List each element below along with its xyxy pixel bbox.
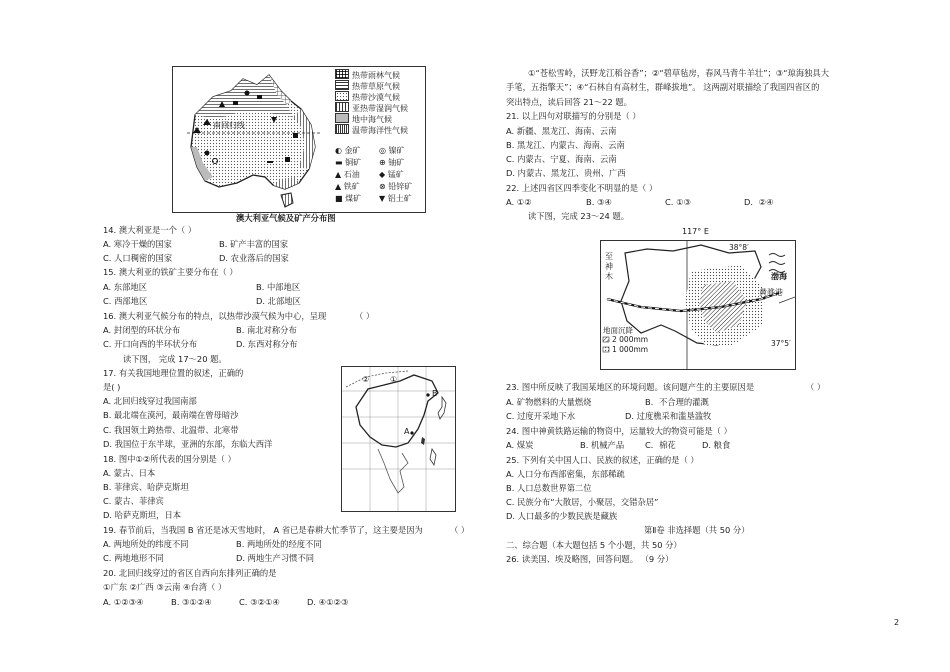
china-map-figure	[341, 366, 456, 512]
page-number: 2	[894, 618, 900, 627]
legend-desert: 热带沙漠气候	[335, 91, 400, 103]
q17-stem-2: 是( )	[103, 382, 121, 392]
q14-option-a[interactable]: A. 寒冷干燥的国家	[103, 239, 172, 249]
china-map	[342, 367, 455, 511]
lat-top-label: 38°8′	[729, 243, 749, 252]
q21-option-a[interactable]: A. 新疆、黑龙江、海南、云南	[506, 126, 617, 136]
dots-pattern-icon	[335, 91, 349, 101]
q21-option-c[interactable]: C. 内蒙古、宁夏、海南、云南	[506, 154, 617, 164]
q24-option-a[interactable]: A. 煤炭	[506, 440, 534, 450]
q20-option-a[interactable]: A. ①②③④	[103, 597, 144, 607]
q26-stem: 26. 读美国、埃及略图，回答问题。 （9 分）	[506, 554, 674, 564]
label-b: B	[432, 389, 438, 398]
q23-paren: （ ）	[806, 382, 826, 392]
uranium-icon: ⊕	[379, 158, 386, 167]
q14-option-c[interactable]: C. 人口稠密的国家	[103, 253, 173, 263]
manganese-icon: ◆	[379, 170, 386, 179]
q18-option-c[interactable]: C. 蒙古、菲律宾	[103, 496, 164, 506]
point-a	[410, 431, 413, 434]
place-shenmu-2: 神	[605, 262, 613, 271]
q25-stem: 25. 下列有关中国人口、民族的叙述，正确的是（ ）	[506, 455, 699, 465]
q22-stem: 22. 上述四省区四季变化不明显的是（ ）	[506, 183, 658, 193]
hatch-pattern-icon	[335, 80, 349, 90]
intro-21-line2: 手笔，五指擎天”；④“石林自有高材生，群峰拔地”。 这两副对联描绘了我国四省区的	[506, 82, 820, 92]
q25-option-a[interactable]: A. 人口分布西部密集，东部稀疏	[506, 469, 625, 479]
q17-option-d[interactable]: D. 我国位于东半球，亚洲的东部，东临大西洋	[103, 439, 273, 449]
q16-option-d[interactable]: D. 东西对称分布	[236, 339, 298, 349]
subsidence-map-frame	[600, 240, 796, 370]
legend-rainforest: 热带雨林气候	[335, 69, 400, 81]
legend-coal: ■ 煤矿	[335, 194, 362, 203]
bauxite-icon	[257, 95, 262, 99]
q22-option-a[interactable]: A. ①②	[506, 197, 532, 207]
australia-map-figure	[172, 66, 426, 213]
q17-option-c[interactable]: C. 我国领土跨热带、北温带、北寒带	[103, 425, 239, 435]
legend-mediterranean: 地中海气候	[335, 113, 392, 125]
q20-stem: 20. 北回归线穿过的省区自西向东排列正确的是	[103, 568, 277, 578]
coal-icon	[285, 157, 290, 162]
q19-option-c[interactable]: C. 两地地形不同	[103, 553, 164, 563]
label-a: A	[404, 427, 410, 436]
gold-icon: ◐	[335, 146, 342, 155]
q14-option-b[interactable]: B. 矿产丰富的国家	[219, 239, 289, 249]
legend-savanna: 热带草原气候	[335, 80, 400, 92]
australia-map	[173, 67, 333, 212]
q25-option-c[interactable]: C. 民族分布“大散居，小聚居，交错杂居”	[506, 497, 659, 507]
q18-stem: 18. 图中①②所代表的国分别是（ ）	[103, 454, 236, 464]
q15-stem: 15. 澳大利亚的铁矿主要分布在（ ）	[103, 267, 238, 277]
intro-23-24: 读下图，完成 23～24 题。	[528, 211, 630, 221]
oil-icon: ▲	[335, 170, 342, 179]
q19-option-b[interactable]: B. 两地所处的经度不同	[236, 539, 322, 549]
q21-option-b[interactable]: B. 黑龙江、内蒙古、海南、云南	[506, 140, 625, 150]
legend-oil: ▲ 石油	[335, 170, 360, 179]
q23-stem: 23. 图中所反映了我国某地区的环境问题。该问题产生的主要原因是	[506, 382, 755, 392]
q17-option-a[interactable]: A. 北回归线穿过我国南部	[103, 396, 197, 406]
legend-copper: ▬ 铜矿	[335, 158, 362, 167]
bohai-label: 渤海	[771, 272, 787, 281]
q25-option-b[interactable]: B. 人口总数世界第二位	[506, 483, 592, 493]
place-shenmu-3: 木	[605, 272, 613, 281]
japan	[438, 397, 446, 419]
q17-option-b[interactable]: B. 最北端在漠河，最南端在曾母暗沙	[103, 410, 239, 420]
china-outline	[356, 375, 438, 447]
q23-option-c[interactable]: C. 过度开采地下水	[506, 411, 576, 421]
philippines	[430, 449, 436, 465]
q17-stem: 17. 有关我国地理位置的叙述，正确的	[103, 368, 244, 378]
q25-option-d[interactable]: D. 人口最多的少数民族是藏族	[506, 511, 618, 521]
label-1: ①	[390, 375, 398, 384]
stripe-pattern-icon	[335, 124, 349, 134]
legend-nickel: ◎ 镍矿	[379, 146, 405, 155]
section-2-heading: 二、综合题（本大题包括 5 个小题，共 50 分）	[506, 540, 682, 550]
legend-iron: ▲ 铁矿	[335, 182, 360, 191]
intro-21-line1: ①“苍松雪岭，沃野龙江稻谷香”；②“碧草毡房，春风马背牛羊壮”；③“琼海独具大	[528, 68, 830, 78]
intro-17-20: 读下图， 完成 17～20 题。	[123, 354, 227, 364]
gold-icon	[205, 151, 210, 156]
legend-bauxite: ▼ 铝土矿	[379, 194, 412, 203]
q19-stem: 19. 春节前后，当我国 B 省还是冰天雪地时， A 省已是春耕大忙季节了，这主要是因为	[103, 525, 423, 535]
legend-2000mm: 2 000mm	[612, 335, 649, 344]
australia-caption: 澳大利亚气候及矿产分布图	[236, 213, 336, 223]
q20-option-c[interactable]: C. ③②①④	[239, 597, 280, 607]
intro-21-line3: 突出特点，读后回答 21～22 题。	[506, 97, 632, 107]
q23-option-d[interactable]: D. 过度樵采和滥垦滥牧	[625, 411, 712, 421]
q22-option-c[interactable]: C. ①③	[665, 197, 691, 207]
part-2-heading: 第Ⅱ卷 非选择题（共 50 分）	[644, 525, 750, 535]
bauxite-icon	[233, 101, 238, 105]
q20-option-b[interactable]: B. ③①②④	[171, 597, 212, 607]
q14-stem: 14. 澳大利亚是一个（ ）	[103, 225, 197, 235]
legend-gold: ◐ 金矿	[335, 146, 361, 155]
subsidence-map-figure	[600, 228, 796, 370]
iron-ore-icon: ▲	[335, 182, 342, 191]
taiwan	[421, 437, 425, 445]
q15-option-b[interactable]: B. 中部地区	[256, 282, 301, 292]
tasmania	[281, 193, 293, 207]
country-border	[346, 371, 408, 387]
q21-option-d[interactable]: D. 内蒙古、黑龙江、贵州、广西	[506, 168, 626, 178]
legend-1000mm: 1 000mm	[612, 345, 649, 354]
q24-option-c[interactable]: C．棉花	[645, 440, 676, 450]
legend-temperate: 温带海洋性气候	[335, 124, 408, 136]
q16-option-a[interactable]: A. 封闭型的环状分布	[103, 325, 181, 335]
legend-title: 地面沉降	[603, 326, 633, 335]
q20-sub: ①广东 ②广西 ③云南 ④台湾（ ）	[103, 582, 227, 592]
label-2: ②	[362, 375, 370, 384]
q23-option-b[interactable]: B．不合理的灌溉	[645, 397, 709, 407]
place-shenmu-1: 至	[605, 252, 613, 261]
q19-option-a[interactable]: A. 两地所处的纬度不同	[103, 539, 189, 549]
bauxite-icon: ▼	[379, 194, 386, 203]
q18-option-a[interactable]: A. 蒙古、日本	[103, 468, 156, 478]
q15-option-a[interactable]: A. 东部地区	[103, 282, 147, 292]
q16-option-b[interactable]: B. 南北对称分布	[236, 325, 297, 335]
q16-option-c[interactable]: C. 开口向西的半环状分布	[103, 339, 198, 349]
q20-option-d[interactable]: D. ④①②③	[307, 597, 349, 607]
q22-option-b[interactable]: B. ③④	[586, 197, 612, 207]
uranium-icon	[245, 91, 250, 96]
q18-option-d[interactable]: D. 哈萨克斯坦，日本	[103, 510, 182, 520]
q15-option-c[interactable]: C. 西部地区	[103, 296, 148, 306]
coal-icon: ■	[335, 194, 343, 203]
grey-fill-icon	[335, 113, 349, 123]
tropic-label: 南回归线	[213, 121, 245, 130]
q19-paren: （ ）	[450, 525, 470, 535]
q16-paren: （ ）	[355, 311, 375, 321]
grid-pattern-icon	[335, 69, 349, 79]
vertical-pattern-icon	[335, 102, 349, 112]
legend-manganese: ◆ 锰矿	[379, 170, 404, 179]
legend-lead-zinc: ⊗ 铅锌矿	[379, 182, 413, 191]
huanghua-label: 黄骅港	[759, 288, 783, 297]
copper-icon	[267, 161, 273, 163]
copper-icon: ▬	[335, 158, 343, 167]
nickel-icon: ◎	[379, 146, 386, 155]
q19-option-d[interactable]: D. 两地生产习惯不同	[236, 553, 315, 563]
legend-subtropical: 亚热带湿润气候	[335, 102, 408, 114]
q16-stem: 16. 澳大利亚气候分布的特点，以热带沙漠气候为中心，呈现	[103, 311, 327, 321]
q15-option-d[interactable]: D. 北部地区	[256, 296, 301, 306]
q23-option-a[interactable]: A. 矿物燃料的大量燃烧	[506, 397, 592, 407]
legend-uranium: ⊕ 铀矿	[379, 158, 405, 167]
q14-option-d[interactable]: D. 农业落后的国家	[219, 253, 289, 263]
lat-bottom-label: 37°5′	[771, 339, 791, 348]
q18-option-b[interactable]: B. 菲律宾、哈萨克斯坦	[103, 482, 189, 492]
point-b	[426, 393, 429, 396]
q22-option-d[interactable]: D．②④	[744, 197, 774, 207]
lead-zinc-icon: ⊗	[379, 182, 386, 191]
q24-stem: 24. 图中神黄铁路运输的物资中，运量较大的物资可能是（ ）	[506, 426, 732, 436]
southeast-asia-outline	[378, 449, 408, 493]
coal-icon	[293, 133, 298, 138]
q24-option-b[interactable]: B. 机械产品	[580, 440, 625, 450]
longitude-label: 117° E	[682, 227, 709, 236]
q21-stem: 21. 以上四句对联描写的分别是（ ）	[506, 111, 641, 121]
q24-option-d[interactable]: D. 粮食	[702, 440, 731, 450]
